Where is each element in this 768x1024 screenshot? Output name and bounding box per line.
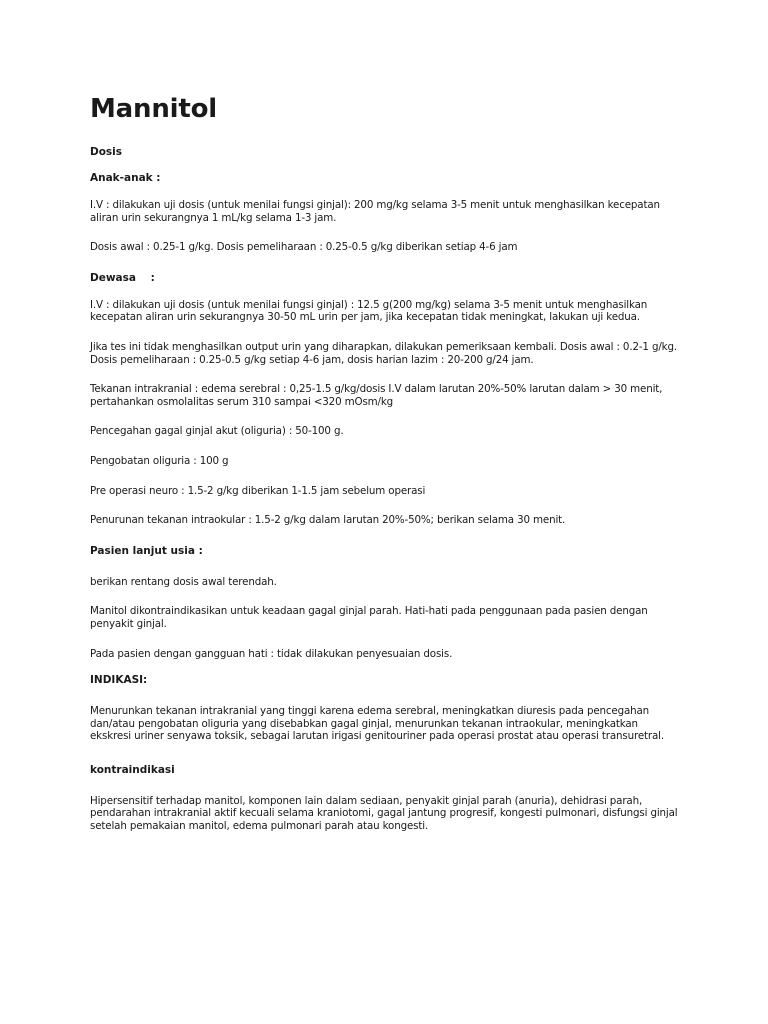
dewasa-paragraph-7: Penurunan tekanan intraokular : 1.5-2 g/kg dalam larutan 20%-50%; berikan selama 30 menit. — [90, 514, 566, 527]
lansia-paragraph-1: berikan rentang dosis awal terendah. — [90, 575, 277, 588]
dewasa-paragraph-2: Jika tes ini tidak menghasilkan output urin yang diharapkan, dilakukan pemeriksaan kembali. Dosis awal : 0.2-1 g/kg. Dosis pemeliharaan : 0.25-0.5 g/kg setiap 4-6 jam, dosis harian lazim : 20-200 g/24 jam. — [90, 340, 677, 366]
lansia-paragraph-3: Pada pasien dengan gangguan hati : tidak dilakukan penyesuaian dosis. — [90, 647, 453, 660]
subheading-pasien-lanjut-usia: Pasien lanjut usia : — [90, 544, 203, 557]
lansia-paragraph-2: Manitol dikontraindikasikan untuk keadaan gagal ginjal parah. Hati-hati pada penggunaan pada pasien dengan penyakit ginjal. — [90, 605, 648, 630]
dewasa-paragraph-4: Pencegahan gagal ginjal akut (oliguria) : 50-100 g. — [90, 425, 344, 438]
section-heading-dosis: Dosis — [90, 146, 123, 158]
anak-paragraph-2: Dosis awal : 0.25-1 g/kg. Dosis pemeliharaan : 0.25-0.5 g/kg diberikan setiap 4-6 jam — [90, 241, 518, 254]
document-page — [90, 92, 680, 833]
subheading-dewasa: Dewasa : — [90, 271, 155, 284]
section-heading-indikasi: INDIKASI: — [90, 674, 148, 687]
kontraindikasi-paragraph: Hipersensitif terhadap manitol, komponen lain dalam sediaan, penyakit ginjal parah (anuria), dehidrasi parah, pendarahan intrakranial aktif kecuali selama kraniotomi, gagal jantung progresif, kongesti pulmonari, disfungsi ginjal setelah pemakaian manitol, edema pulmonari parah atau kongesti. — [90, 794, 678, 833]
indikasi-paragraph: Menurunkan tekanan intrakranial yang tinggi karena edema serebral, meningkatkan diuresis pada pencegahan dan/atau pengobatan oliguria yang disebabkan gagal ginjal, menurunkan tekanan intraokular, meningkatkan ekskresi uriner senyawa toksik, sebagai larutan irigasi genitouriner pada operasi prostat atau operasi transuretral. — [90, 705, 664, 743]
anak-paragraph-1: I.V : dilakukan uji dosis (untuk menilai fungsi ginjal): 200 mg/kg selama 3-5 menit untuk menghasilkan kecepatan aliran urin sekurangnya 1 mL/kg selama 1-3 jam. — [90, 199, 660, 224]
dewasa-paragraph-3: Tekanan intrakranial : edema serebral : 0,25-1.5 g/kg/dosis I.V dalam larutan 20%-50% larutan dalam > 30 menit, pertahankan osmolalitas serum 310 sampai <320 mOsm/kg — [90, 383, 663, 408]
section-heading-kontraindikasi: kontraindikasi — [90, 763, 175, 776]
document-title: Mannitol — [90, 94, 217, 124]
subheading-anak-anak: Anak-anak : — [90, 172, 161, 184]
dewasa-paragraph-1: I.V : dilakukan uji dosis (untuk menilai fungsi ginjal) : 12.5 g(200 mg/kg) selama 3-5 menit untuk menghasilkan kecepatan aliran urin sekurangnya 30-50 mL urin per jam, jika kecepatan tidak meningkat, lakukan uji kedua. — [90, 298, 648, 324]
dewasa-paragraph-6: Pre operasi neuro : 1.5-2 g/kg diberikan 1-1.5 jam sebelum operasi — [90, 484, 426, 497]
dewasa-paragraph-5: Pengobatan oliguria : 100 g — [90, 454, 229, 467]
